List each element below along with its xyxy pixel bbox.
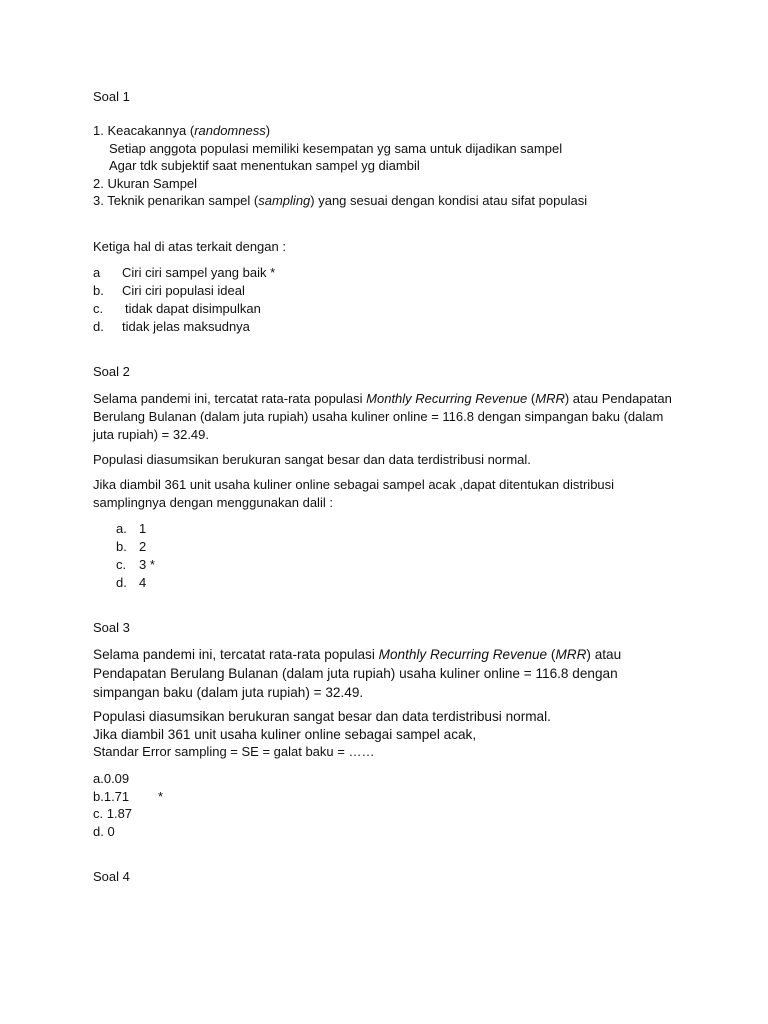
soal1-item2: 2. Ukuran Sampel: [93, 176, 198, 191]
soal3-option-d: d. 0: [93, 824, 115, 839]
soal2-title: Soal 2: [93, 364, 130, 379]
soal1-title: Soal 1: [93, 89, 130, 104]
soal1-item3-prefix: 3. Teknik penarikan sampel (: [93, 193, 259, 208]
soal3-paragraph1-line1: [93, 646, 621, 664]
soal2-option-d-text: 4: [139, 575, 147, 590]
soal1-item3-italic: sampling: [258, 193, 311, 208]
soal1-item1-italic: randomness: [194, 123, 266, 138]
soal1-option-b-letter: b.: [93, 283, 104, 298]
soal1-item1-sub1: Setiap anggota populasi memiliki kesempatan yg sama untuk dijadikan sampel: [109, 141, 563, 156]
soal1-item1: [93, 122, 270, 140]
soal3-option-c: c. 1.87: [93, 806, 133, 821]
soal2-p1-text-c: ) atau Pendapatan: [564, 391, 672, 406]
soal3-paragraph2-line2: Jika diambil 361 unit usaha kuliner online sebagai sampel acak,: [93, 727, 477, 742]
soal2-paragraph1-line3: juta rupiah) = 32.49.: [93, 427, 209, 442]
soal1-item3-suffix: ) yang sesuai dengan kondisi atau sifat populasi: [310, 193, 588, 208]
soal2-option-c-text: 3 *: [139, 557, 155, 572]
soal3-p1-text-b: (: [547, 647, 556, 662]
soal3-p1-italic-mrr: MRR: [555, 647, 587, 662]
soal1-option-a-text: Ciri ciri sampel yang baik *: [122, 265, 276, 280]
soal1-option-d-letter: d.: [93, 319, 104, 334]
soal2-p1-italic-mrr-full: Monthly Recurring Revenue: [366, 391, 528, 406]
soal3-paragraph2-line3: Standar Error sampling = SE = galat baku = ……: [93, 744, 375, 759]
soal1-option-c-letter: c.: [93, 301, 104, 316]
soal1-item1-prefix: 1. Keacakannya (: [93, 123, 195, 138]
soal3-paragraph1-line3: simpangan baku (dalam juta rupiah) = 32.49.: [93, 685, 364, 700]
soal3-paragraph2-line1: Populasi diasumsikan berukuran sangat besar dan data terdistribusi normal.: [93, 709, 551, 724]
soal2-option-a-text: 1: [139, 521, 147, 536]
soal2-option-d-letter: d.: [116, 575, 127, 590]
soal2-option-b-text: 2: [139, 539, 147, 554]
soal3-option-b: b.1.71 *: [93, 789, 164, 804]
soal2-paragraph1-line2: Berulang Bulanan (dalam juta rupiah) usaha kuliner online = 116.8 dengan simpangan baku (dalam: [93, 409, 664, 424]
soal1-item3: [93, 192, 587, 210]
soal2-p1-italic-mrr: MRR: [535, 391, 565, 406]
soal1-option-a-letter: a: [93, 265, 101, 280]
soal2-option-b-letter: b.: [116, 539, 127, 554]
soal4-title: Soal 4: [93, 869, 130, 884]
soal1-option-b-text: Ciri ciri populasi ideal: [122, 283, 245, 298]
soal3-title: Soal 3: [93, 620, 130, 635]
soal2-option-a-letter: a.: [116, 521, 127, 536]
soal1-question: Ketiga hal di atas terkait dengan :: [93, 239, 286, 254]
soal1-option-c-text: tidak dapat disimpulkan: [125, 301, 261, 316]
soal2-p1-text-a: Selama pandemi ini, tercatat rata-rata populasi: [93, 391, 367, 406]
soal1-option-d-text: tidak jelas maksudnya: [122, 319, 250, 334]
soal2-paragraph1-line1: [93, 390, 672, 408]
soal2-paragraph3-line1: Jika diambil 361 unit usaha kuliner online sebagai sampel acak ,dapat ditentukan distribusi: [93, 477, 615, 492]
soal3-option-a: a.0.09: [93, 771, 130, 786]
soal3-p1-text-c: ) atau: [586, 647, 622, 662]
soal2-paragraph2: Populasi diasumsikan berukuran sangat besar dan data terdistribusi normal.: [93, 452, 531, 467]
soal3-p1-text-a: Selama pandemi ini, tercatat rata-rata populasi: [93, 647, 379, 662]
soal2-option-c-letter: c.: [116, 557, 127, 572]
soal1-item1-sub2: Agar tdk subjektif saat menentukan sampel yg diambil: [109, 158, 420, 173]
soal1-item1-suffix: ): [265, 123, 271, 138]
soal2-p1-text-b: (: [527, 391, 536, 406]
soal3-p1-italic-mrr-full: Monthly Recurring Revenue: [378, 647, 548, 662]
soal2-paragraph3-line2: samplingnya dengan menggunakan dalil :: [93, 495, 333, 510]
soal3-paragraph1-line2: Pendapatan Berulang Bulanan (dalam juta rupiah) usaha kuliner online = 116.8 dengan: [93, 666, 618, 681]
